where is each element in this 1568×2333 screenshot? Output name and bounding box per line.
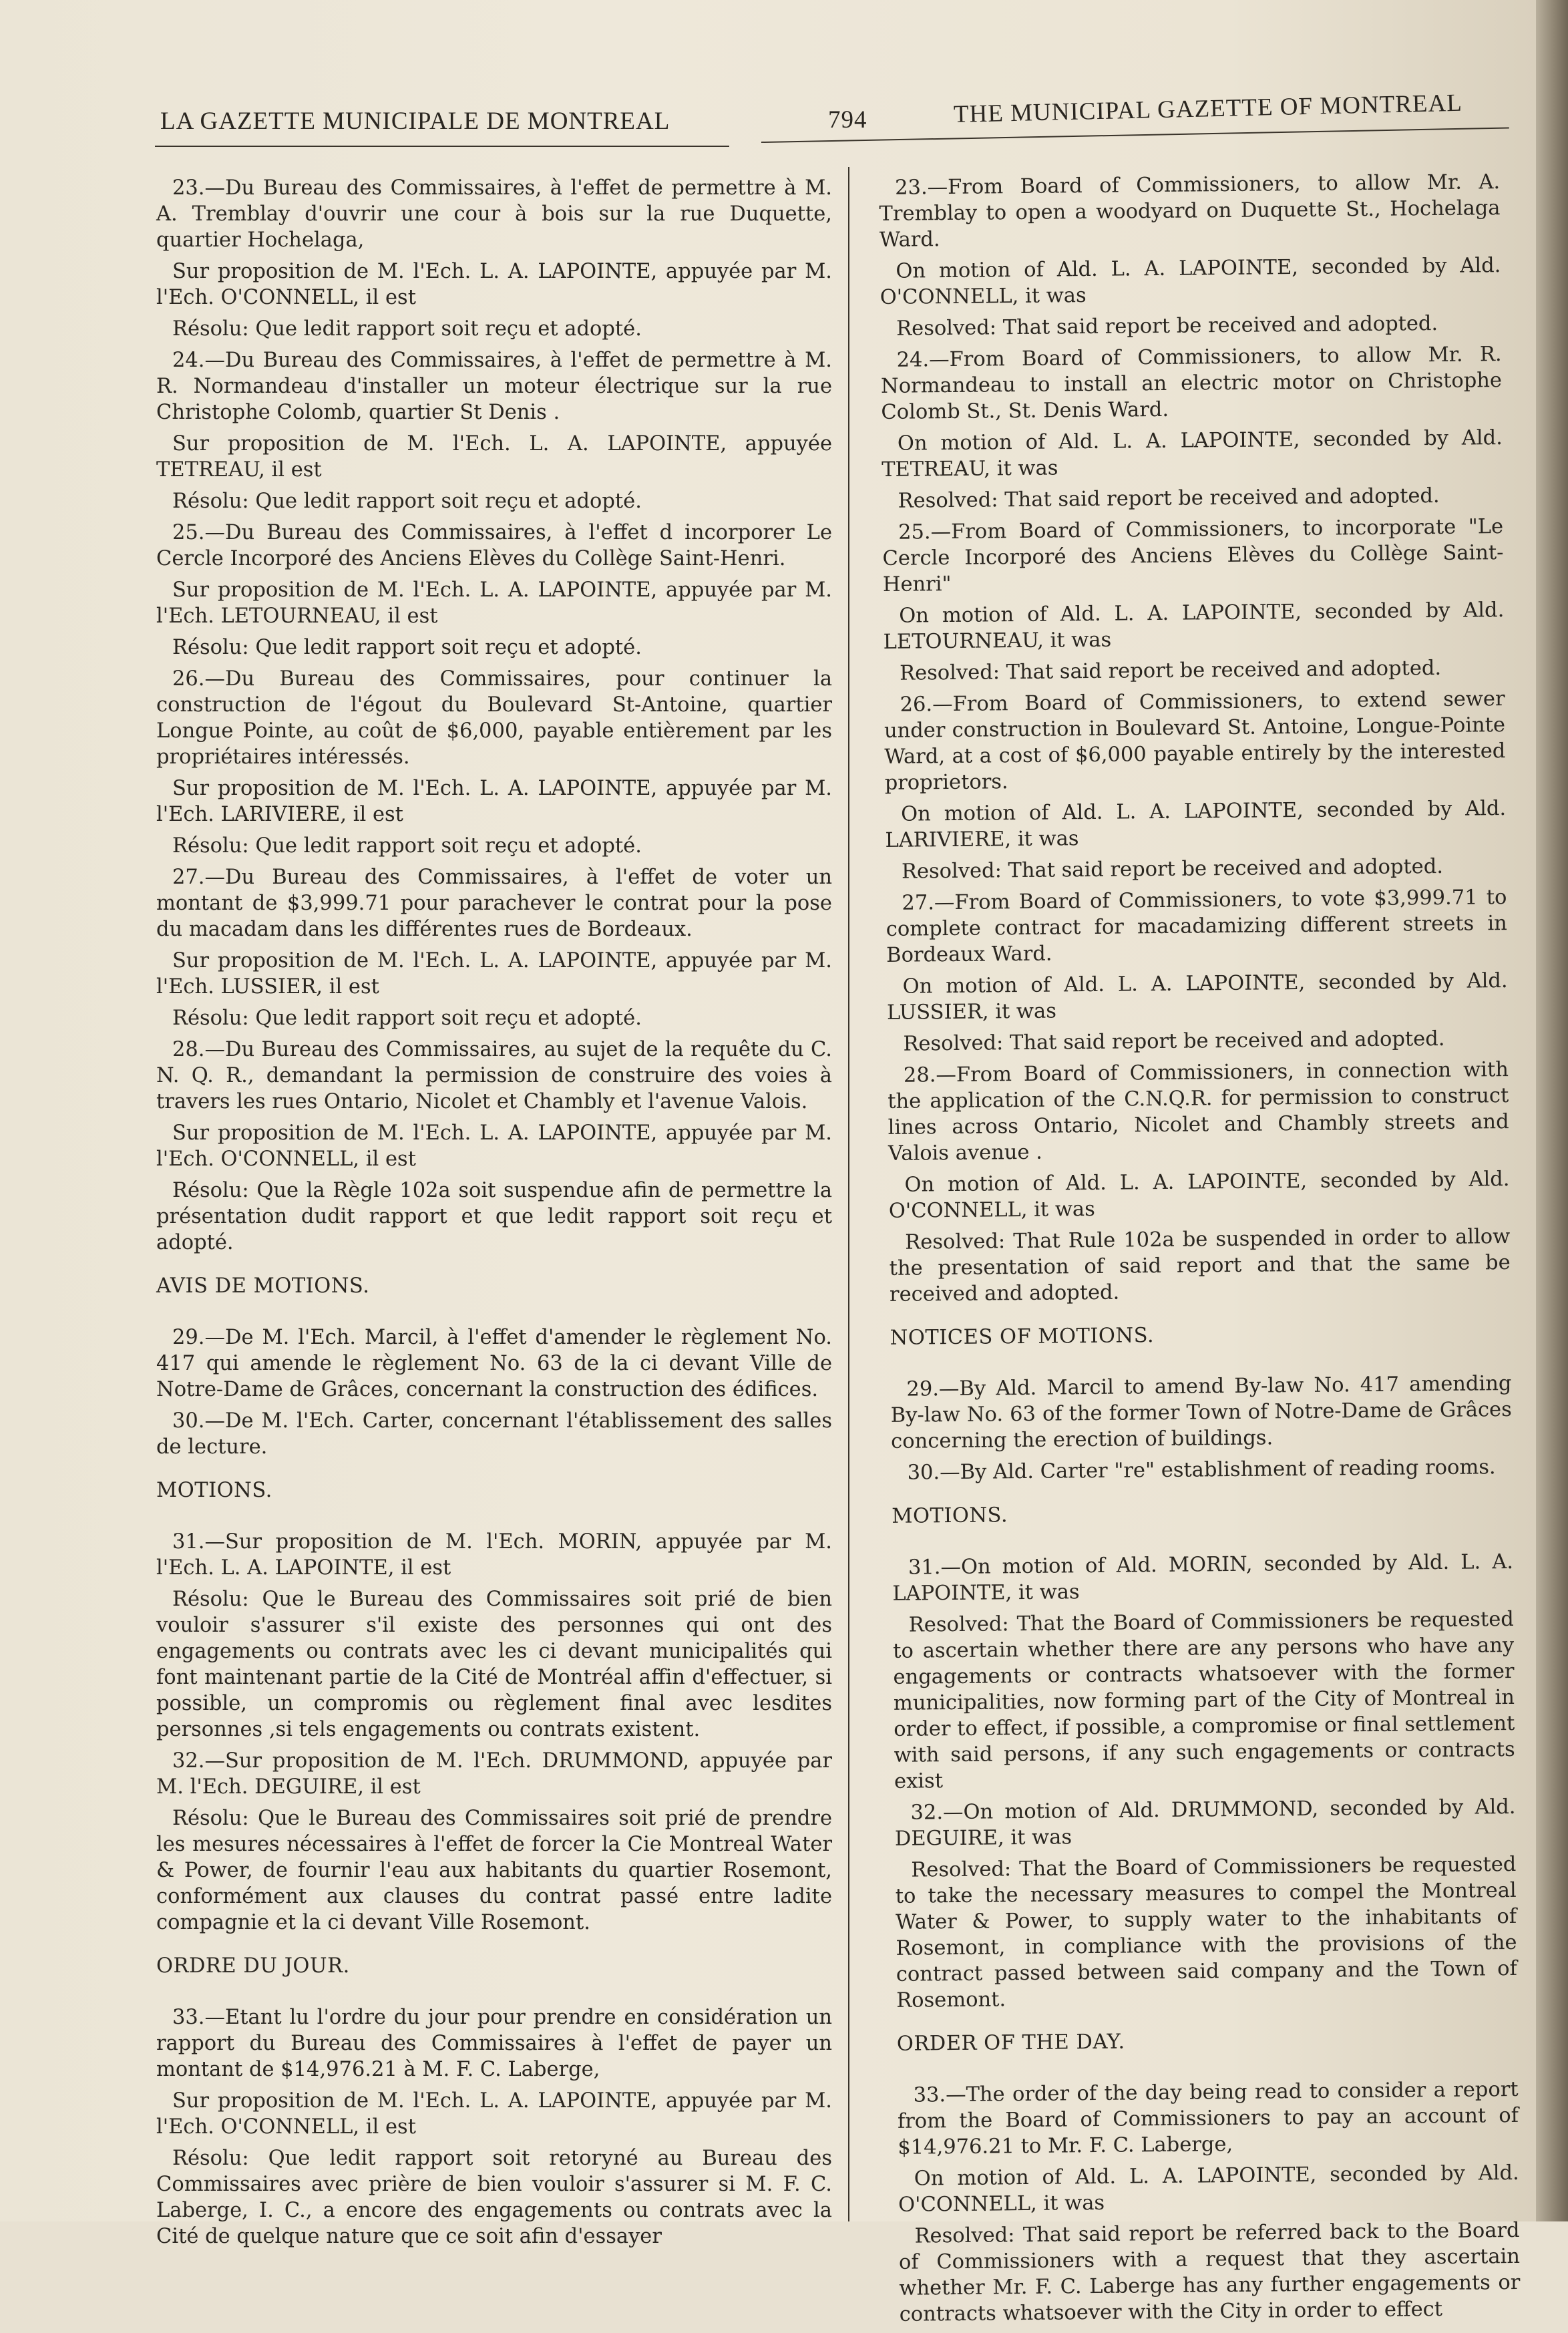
english-column	[879, 169, 1521, 2333]
resolution-23-en: Resolved: That said report be received and adopted.	[896, 311, 1438, 341]
resolution-25-en: Resolved: That said report be received and adopted.	[899, 656, 1442, 685]
item-25-en: 25.—From Board of Commissioners, to incorporate "Le Cercle Incorporé des Anciens Elèves du Collège Saint-Henri"	[882, 515, 1504, 596]
resolution-27-en: Resolved: That said report be received and adopted.	[903, 1027, 1445, 1056]
resolution-32-fr: Résolu: Que le Bureau des Commissaires soit prié de prendre les mesures nécessaires à l'effet de forcer la Cie Montreal Water & Power, de fournir l'eau aux habitants du quartier Rosemont, conformément aux clauses du contrat passé entre ladite compagnie et la ci devant Ville Rosemont.	[156, 1807, 832, 1934]
header-title-french: LA GAZETTE MUNICIPALE DE MONTREAL	[160, 108, 670, 135]
item-24-en: 24.—From Board of Commissioners, to allow Mr. R. Normandeau to install an electric motor on Christophe Colomb St., St. Denis Ward.	[880, 343, 1503, 424]
item-28-fr: 28.—Du Bureau des Commissaires, au sujet de la requête du C. N. Q. R., demandant la permission de construire des voies à travers les rues Ontario, Nicolet et Chambly et l'avenue Valois.	[156, 1038, 832, 1113]
item-32-fr: 32.—Sur proposition de M. l'Ech. DRUMMOND, appuyée par M. l'Ech. DEGUIRE, il est	[156, 1749, 832, 1799]
motion-24-fr: Sur proposition de M. l'Ech. L. A. LAPOINTE, appuyée TETREAU, il est	[156, 432, 832, 482]
motion-33-en: On motion of Ald. L. A. LAPOINTE, seconded by Ald. O'CONNELL, it was	[898, 2161, 1519, 2217]
item-32-en: 32.—On motion of Ald. DRUMMOND, seconded by Ald. DEGUIRE, it was	[894, 1795, 1516, 1851]
item-31-en: 31.—On motion of Ald. MORIN, seconded by Ald. L. A. LAPOINTE, it was	[892, 1550, 1514, 1606]
page-header	[160, 89, 1476, 140]
motion-28-fr: Sur proposition de M. l'Ech. L. A. LAPOINTE, appuyée par M. l'Ech. O'CONNELL, il est	[156, 1121, 832, 1171]
item-30-en: 30.—By Ald. Carter "re" establishment of reading rooms.	[907, 1455, 1496, 1485]
item-26-fr: 26.—Du Bureau des Commissaires, pour continuer la construction de l'égout du Boulevard St-Antoine, quartier Longue Pointe, au coût de $6,000, payable entièrement par les propriétaires intéressés.	[156, 667, 832, 769]
resolution-33-fr: Résolu: Que ledit rapport soit retorуné au Bureau des Commissaires avec prière de bien vouloir s'assurer si M. F. C. Laberge, I. C., a encore des engagements ou contrats avec la Cité de quelque nature que ce soit afin d'essayer	[156, 2147, 832, 2248]
motion-26-en: On motion of Ald. L. A. LAPOINTE, seconded by Ald. LARIVIERE, it was	[885, 797, 1507, 852]
resolution-24-fr: Résolu: Que ledit rapport soit reçu et adopté.	[172, 490, 642, 513]
item-29-en: 29.—By Ald. Marcil to amend By-law No. 417 amending By-law No. 63 of the former Town of Notre-Dame de Grâces concerning the erection of buildings.	[890, 1371, 1512, 1453]
item-26-en: 26.—From Board of Commissioners, to extend sewer under construction in Boulevard St. Antoine, Longue-Pointe Ward, at a cost of $6,000 payable entirely by the interested proprietors.	[884, 687, 1506, 795]
item-29-fr: 29.—De M. l'Ech. Marcil, à l'effet d'amender le règlement No. 417 qui amende le règlement No. 63 de la ci devant Ville de Notre-Dame de Grâces, concernant la construction des édifices.	[156, 1326, 832, 1401]
page-number: 794	[828, 106, 867, 134]
resolution-28-en: Resolved: That Rule 102a be suspended in order to allow the presentation of said report and that the same be received and adopted.	[889, 1224, 1511, 1306]
item-33-fr: 33.—Etant lu l'ordre du jour pour prendre en considération un rapport du Bureau des Commissaires à l'effet de payer un montant de $14,976.21 à M. F. C. Laberge,	[156, 2006, 832, 2081]
french-column	[156, 175, 832, 2255]
motion-33-fr: Sur proposition de M. l'Ech. L. A. LAPOINTE, appuyée par M. l'Ech. O'CONNELL, il est	[156, 2089, 832, 2139]
item-24-fr: 24.—Du Bureau des Commissaires, à l'effet de permettre à M. R. Normandeau d'installer un moteur électrique sur la rue Christophe Colomb, quartier St Denis .	[156, 349, 832, 424]
resolution-24-en: Resolved: That said report be received and adopted.	[898, 484, 1440, 513]
resolution-25-fr: Résolu: Que ledit rapport soit reçu et adopté.	[172, 636, 642, 659]
resolution-27-fr: Résolu: Que ledit rapport soit reçu et adopté.	[172, 1007, 642, 1030]
heading-order-of-the-day: ORDER OF THE DAY.	[896, 2030, 1125, 2056]
header-rule-left	[155, 146, 729, 147]
resolution-32-en: Resolved: That the Board of Commissioners be requested to take the necessary measures to compel the Montreal Water & Power, to supply water to the inhabitants of Rosemont, in compliance with the provisions of the contract passed between said company and the Town of Rosemont.	[895, 1852, 1517, 2012]
motion-25-fr: Sur proposition de M. l'Ech. L. A. LAPOINTE, appuyée par M. l'Ech. LETOURNEAU, il est	[156, 578, 832, 628]
item-31-fr: 31.—Sur proposition de M. l'Ech. MORIN, appuyée par M. l'Ech. L. A. LAPOINTE, il est	[156, 1530, 832, 1580]
resolution-33-en: Resolved: That said report be referred back to the Board of Commissioners with a request that they ascertain whether Mr. F. C. Laberge has any further engagements or contracts whatsoever with the City in order to effect	[898, 2218, 1521, 2326]
item-25-fr: 25.—Du Bureau des Commissaires, à l'effet d incorporer Le Cercle Incorporé des Anciens Elèves du Collège Saint-Henri.	[156, 521, 832, 570]
column-divider	[848, 167, 849, 2221]
heading-motions-fr: MOTIONS.	[156, 1479, 272, 1502]
header-title-english: THE MUNICIPAL GAZETTE OF MONTREAL	[953, 89, 1463, 128]
resolution-31-fr: Résolu: Que le Bureau des Commissaires soit prié de bien vouloir s'assurer s'il existe des personnes qui ont des engagements ou contrats avec les ci devant municipalités qui font maintenant partie de la Cité de Montréal affin d'effectuer, si possible, un compromis ou règlement final avec lesdites personnes ,si tels engagements ou contrats existent.	[156, 1588, 832, 1741]
resolution-31-en: Resolved: That the Board of Commissioners be requested to ascertain whether there are any persons who have any engagements or contracts whatsoever with the former municipalities, now forming part of the City of Montreal in order to effect, if possible, a compromise or final settlement with said persons, if any such engagements or contracts exist	[893, 1607, 1515, 1793]
motion-26-fr: Sur proposition de M. l'Ech. L. A. LAPOINTE, appuyée par M. l'Ech. LARIVIERE, il est	[156, 777, 832, 826]
motion-24-en: On motion of Ald. L. A. LAPOINTE, seconded by Ald. TETREAU, it was	[881, 426, 1503, 482]
motion-28-en: On motion of Ald. L. A. LAPOINTE, seconded by Ald. O'CONNELL, it was	[888, 1168, 1510, 1223]
item-23-fr: 23.—Du Bureau des Commissaires, à l'effet de permettre à M. A. Tremblay d'ouvrir une cour à bois sur la rue Duquette, quartier Hochelaga,	[156, 176, 832, 252]
item-30-fr: 30.—De M. l'Ech. Carter, concernant l'établissement des salles de lecture.	[156, 1409, 832, 1459]
motion-25-en: On motion of Ald. L. A. LAPOINTE, seconded by Ald. LETOURNEAU, it was	[883, 598, 1505, 654]
heading-avis-de-motions: AVIS DE MOTIONS.	[156, 1274, 370, 1298]
heading-motions-en: MOTIONS.	[892, 1503, 1008, 1528]
item-33-en: 33.—The order of the day being read to consider a report from the Board of Commissioners to pay an account of $14,976.21 to Mr. F. C. Laberge,	[897, 2077, 1519, 2159]
motion-23-fr: Sur proposition de M. l'Ech. L. A. LAPOINTE, appuyée par M. l'Ech. O'CONNELL, il est	[156, 260, 832, 309]
item-27-en: 27.—From Board of Commissioners, to vote $3,999.71 to complete contract for macadamizing different streets in Bordeaux Ward.	[886, 886, 1507, 967]
resolution-26-fr: Résolu: Que ledit rapport soit reçu et adopté.	[172, 834, 642, 858]
motion-27-fr: Sur proposition de M. l'Ech. L. A. LAPOINTE, appuyée par M. l'Ech. LUSSIER, il est	[156, 949, 832, 999]
heading-notices-of-motions: NOTICES OF MOTIONS.	[890, 1324, 1155, 1350]
item-23-en: 23.—From Board of Commissioners, to allow Mr. A. Tremblay to open a woodyard on Duquette St., Hochelaga Ward.	[879, 170, 1501, 252]
resolution-23-fr: Résolu: Que ledit rapport soit reçu et adopté.	[172, 317, 642, 341]
motion-27-en: On motion of Ald. L. A. LAPOINTE, seconded by Ald. LUSSIER, it was	[886, 969, 1508, 1025]
book-spine-edge	[1536, 0, 1568, 2221]
item-28-en: 28.—From Board of Commissioners, in connection with the application of the C.N.Q.R. for permission to construct lines across Ontario, Nicolet and Chambly streets and Valois avenue .	[888, 1058, 1509, 1165]
resolution-28-fr: Résolu: Que la Règle 102a soit suspendue afin de permettre la présentation dudit rapport et que ledit rapport soit reçu et adopté.	[156, 1179, 832, 1254]
heading-ordre-du-jour: ORDRE DU JOUR.	[156, 1954, 350, 1978]
motion-23-en: On motion of Ald. L. A. LAPOINTE, seconded by Ald. O'CONNELL, it was	[879, 254, 1501, 309]
resolution-26-en: Resolved: That said report be received and adopted.	[901, 854, 1444, 884]
item-27-fr: 27.—Du Bureau des Commissaires, à l'effet de voter un montant de $3,999.71 pour parachever le contrat pour la pose du macadam dans les différentes rues de Bordeaux.	[156, 866, 832, 941]
